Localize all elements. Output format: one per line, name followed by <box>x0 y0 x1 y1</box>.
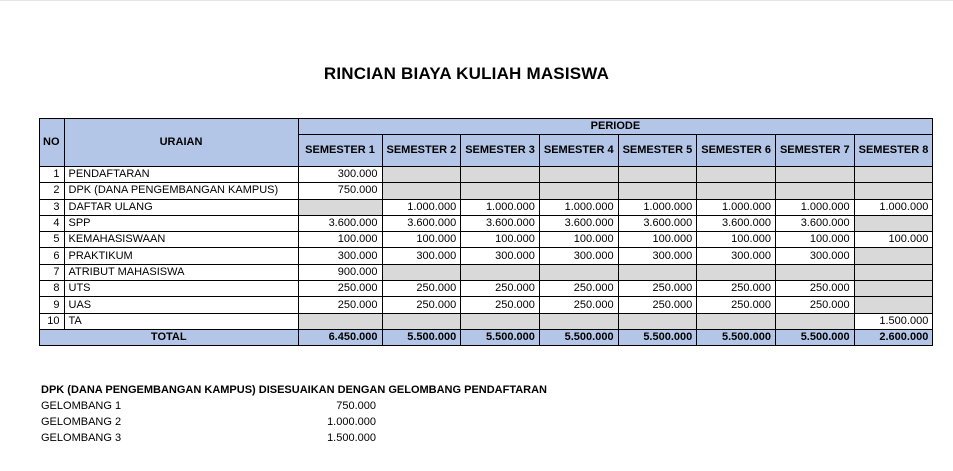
semester-7-cell <box>775 167 854 183</box>
gelombang-row <box>41 430 381 446</box>
semester-5-cell <box>618 183 697 199</box>
semester-4-cell <box>539 183 618 199</box>
total-semester-5: 5.500.000 <box>618 329 697 345</box>
semester-4-cell: 100.000 <box>539 232 618 248</box>
semester-3-cell <box>461 167 540 183</box>
table-row <box>40 183 933 199</box>
semester-8-cell <box>854 183 933 199</box>
gelombang-value: 1.500.000 <box>327 432 376 444</box>
table-row <box>40 199 933 215</box>
gelombang-value: 1.000.000 <box>327 416 376 428</box>
header-semester-3: SEMESTER 3 <box>461 135 540 167</box>
semester-1-cell <box>298 313 382 329</box>
total-semester-4: 5.500.000 <box>539 329 618 345</box>
semester-8-cell <box>854 215 933 231</box>
semester-8-cell: 1.500.000 <box>854 313 933 329</box>
semester-5-cell: 3.600.000 <box>618 215 697 231</box>
semester-5-cell <box>618 313 697 329</box>
gelombang-row <box>41 414 381 430</box>
row-number: 4 <box>40 215 65 231</box>
row-number: 1 <box>40 167 65 183</box>
header-semester-4: SEMESTER 4 <box>539 135 618 167</box>
semester-6-cell <box>697 183 776 199</box>
table-row <box>40 232 933 248</box>
row-uraian: UTS <box>64 281 298 297</box>
semester-6-cell <box>697 264 776 280</box>
row-uraian: PENDAFTARAN <box>64 167 298 183</box>
table-row <box>40 264 933 280</box>
semester-8-cell <box>854 167 933 183</box>
total-row <box>40 329 933 345</box>
semester-4-cell: 1.000.000 <box>539 199 618 215</box>
semester-8-cell <box>854 264 933 280</box>
semester-3-cell: 250.000 <box>461 297 540 313</box>
semester-5-cell: 100.000 <box>618 232 697 248</box>
semester-3-cell: 300.000 <box>461 248 540 264</box>
semester-6-cell: 3.600.000 <box>697 215 776 231</box>
semester-3-cell: 250.000 <box>461 281 540 297</box>
semester-1-cell: 750.000 <box>298 183 382 199</box>
semester-1-cell: 250.000 <box>298 297 382 313</box>
cost-table <box>39 118 933 346</box>
row-number: 8 <box>40 281 65 297</box>
semester-2-cell <box>382 313 461 329</box>
semester-3-cell <box>461 183 540 199</box>
semester-1-cell: 300.000 <box>298 248 382 264</box>
row-uraian: PRAKTIKUM <box>64 248 298 264</box>
semester-6-cell <box>697 167 776 183</box>
table-row <box>40 215 933 231</box>
semester-4-cell <box>539 313 618 329</box>
row-uraian: DAFTAR ULANG <box>64 199 298 215</box>
row-uraian: ATRIBUT MAHASISWA <box>64 264 298 280</box>
gelombang-label: GELOMBANG 3 <box>41 432 122 444</box>
semester-6-cell: 100.000 <box>697 232 776 248</box>
semester-2-cell: 1.000.000 <box>382 199 461 215</box>
semester-3-cell: 1.000.000 <box>461 199 540 215</box>
semester-7-cell <box>775 183 854 199</box>
semester-4-cell <box>539 167 618 183</box>
row-number: 3 <box>40 199 65 215</box>
semester-7-cell: 300.000 <box>775 248 854 264</box>
semester-1-cell: 3.600.000 <box>298 215 382 231</box>
table-row <box>40 313 933 329</box>
semester-4-cell: 250.000 <box>539 281 618 297</box>
total-semester-3: 5.500.000 <box>461 329 540 345</box>
semester-7-cell: 100.000 <box>775 232 854 248</box>
semester-1-cell: 250.000 <box>298 281 382 297</box>
semester-6-cell: 250.000 <box>697 297 776 313</box>
semester-2-cell: 100.000 <box>382 232 461 248</box>
semester-2-cell: 300.000 <box>382 248 461 264</box>
semester-3-cell <box>461 264 540 280</box>
semester-8-cell <box>854 248 933 264</box>
semester-6-cell <box>697 313 776 329</box>
semester-2-cell: 250.000 <box>382 281 461 297</box>
semester-4-cell: 3.600.000 <box>539 215 618 231</box>
row-number: 9 <box>40 297 65 313</box>
semester-7-cell: 3.600.000 <box>775 215 854 231</box>
gelombang-label: GELOMBANG 2 <box>41 416 122 428</box>
row-uraian: TA <box>64 313 298 329</box>
semester-2-cell: 250.000 <box>382 297 461 313</box>
dpk-notes <box>41 382 547 446</box>
header-periode: PERIODE <box>298 119 933 135</box>
semester-7-cell: 250.000 <box>775 281 854 297</box>
header-semester-6: SEMESTER 6 <box>697 135 776 167</box>
semester-4-cell: 300.000 <box>539 248 618 264</box>
total-label: TOTAL <box>40 329 299 345</box>
gelombang-row <box>41 398 381 414</box>
header-no: NO <box>40 119 65 167</box>
semester-8-cell <box>854 281 933 297</box>
semester-2-cell <box>382 264 461 280</box>
row-uraian: DPK (DANA PENGEMBANGAN KAMPUS) <box>64 183 298 199</box>
semester-6-cell: 1.000.000 <box>697 199 776 215</box>
semester-8-cell <box>854 297 933 313</box>
semester-5-cell: 300.000 <box>618 248 697 264</box>
header-uraian: URAIAN <box>64 119 298 167</box>
total-semester-6: 5.500.000 <box>697 329 776 345</box>
semester-5-cell <box>618 264 697 280</box>
table-row <box>40 281 933 297</box>
semester-5-cell <box>618 167 697 183</box>
semester-4-cell <box>539 264 618 280</box>
total-semester-8: 2.600.000 <box>854 329 933 345</box>
semester-1-cell: 100.000 <box>298 232 382 248</box>
semester-2-cell <box>382 183 461 199</box>
semester-2-cell <box>382 167 461 183</box>
row-number: 10 <box>40 313 65 329</box>
row-uraian: UAS <box>64 297 298 313</box>
top-divider <box>0 0 953 1</box>
notes-heading: DPK (DANA PENGEMBANGAN KAMPUS) DISESUAIKAN DENGAN GELOMBANG PENDAFTARAN <box>41 384 548 396</box>
total-semester-1: 6.450.000 <box>298 329 382 345</box>
semester-7-cell <box>775 313 854 329</box>
semester-5-cell: 1.000.000 <box>618 199 697 215</box>
semester-3-cell <box>461 313 540 329</box>
table-row <box>40 297 933 313</box>
gelombang-label: GELOMBANG 1 <box>41 400 122 412</box>
semester-4-cell: 250.000 <box>539 297 618 313</box>
semester-3-cell: 100.000 <box>461 232 540 248</box>
semester-6-cell: 250.000 <box>697 281 776 297</box>
page-title: RINCIAN BIAYA KULIAH MASISWA <box>323 64 610 83</box>
semester-5-cell: 250.000 <box>618 281 697 297</box>
semester-7-cell: 1.000.000 <box>775 199 854 215</box>
header-semester-5: SEMESTER 5 <box>618 135 697 167</box>
total-semester-7: 5.500.000 <box>775 329 854 345</box>
gelombang-value: 750.000 <box>336 400 376 412</box>
semester-5-cell: 250.000 <box>618 297 697 313</box>
semester-8-cell: 1.000.000 <box>854 199 933 215</box>
semester-3-cell: 3.600.000 <box>461 215 540 231</box>
semester-1-cell <box>298 199 382 215</box>
header-semester-7: SEMESTER 7 <box>775 135 854 167</box>
semester-8-cell: 100.000 <box>854 232 933 248</box>
row-number: 7 <box>40 264 65 280</box>
semester-1-cell: 900.000 <box>298 264 382 280</box>
row-number: 5 <box>40 232 65 248</box>
table-row <box>40 167 933 183</box>
header-semester-1: SEMESTER 1 <box>298 135 382 167</box>
header-semester-2: SEMESTER 2 <box>382 135 461 167</box>
semester-2-cell: 3.600.000 <box>382 215 461 231</box>
header-semester-8: SEMESTER 8 <box>854 135 933 167</box>
table-row <box>40 248 933 264</box>
semester-7-cell: 250.000 <box>775 297 854 313</box>
row-uraian: SPP <box>64 215 298 231</box>
semester-6-cell: 300.000 <box>697 248 776 264</box>
semester-1-cell: 300.000 <box>298 167 382 183</box>
total-semester-2: 5.500.000 <box>382 329 461 345</box>
row-number: 2 <box>40 183 65 199</box>
semester-7-cell <box>775 264 854 280</box>
row-number: 6 <box>40 248 65 264</box>
row-uraian: KEMAHASISWAAN <box>64 232 298 248</box>
